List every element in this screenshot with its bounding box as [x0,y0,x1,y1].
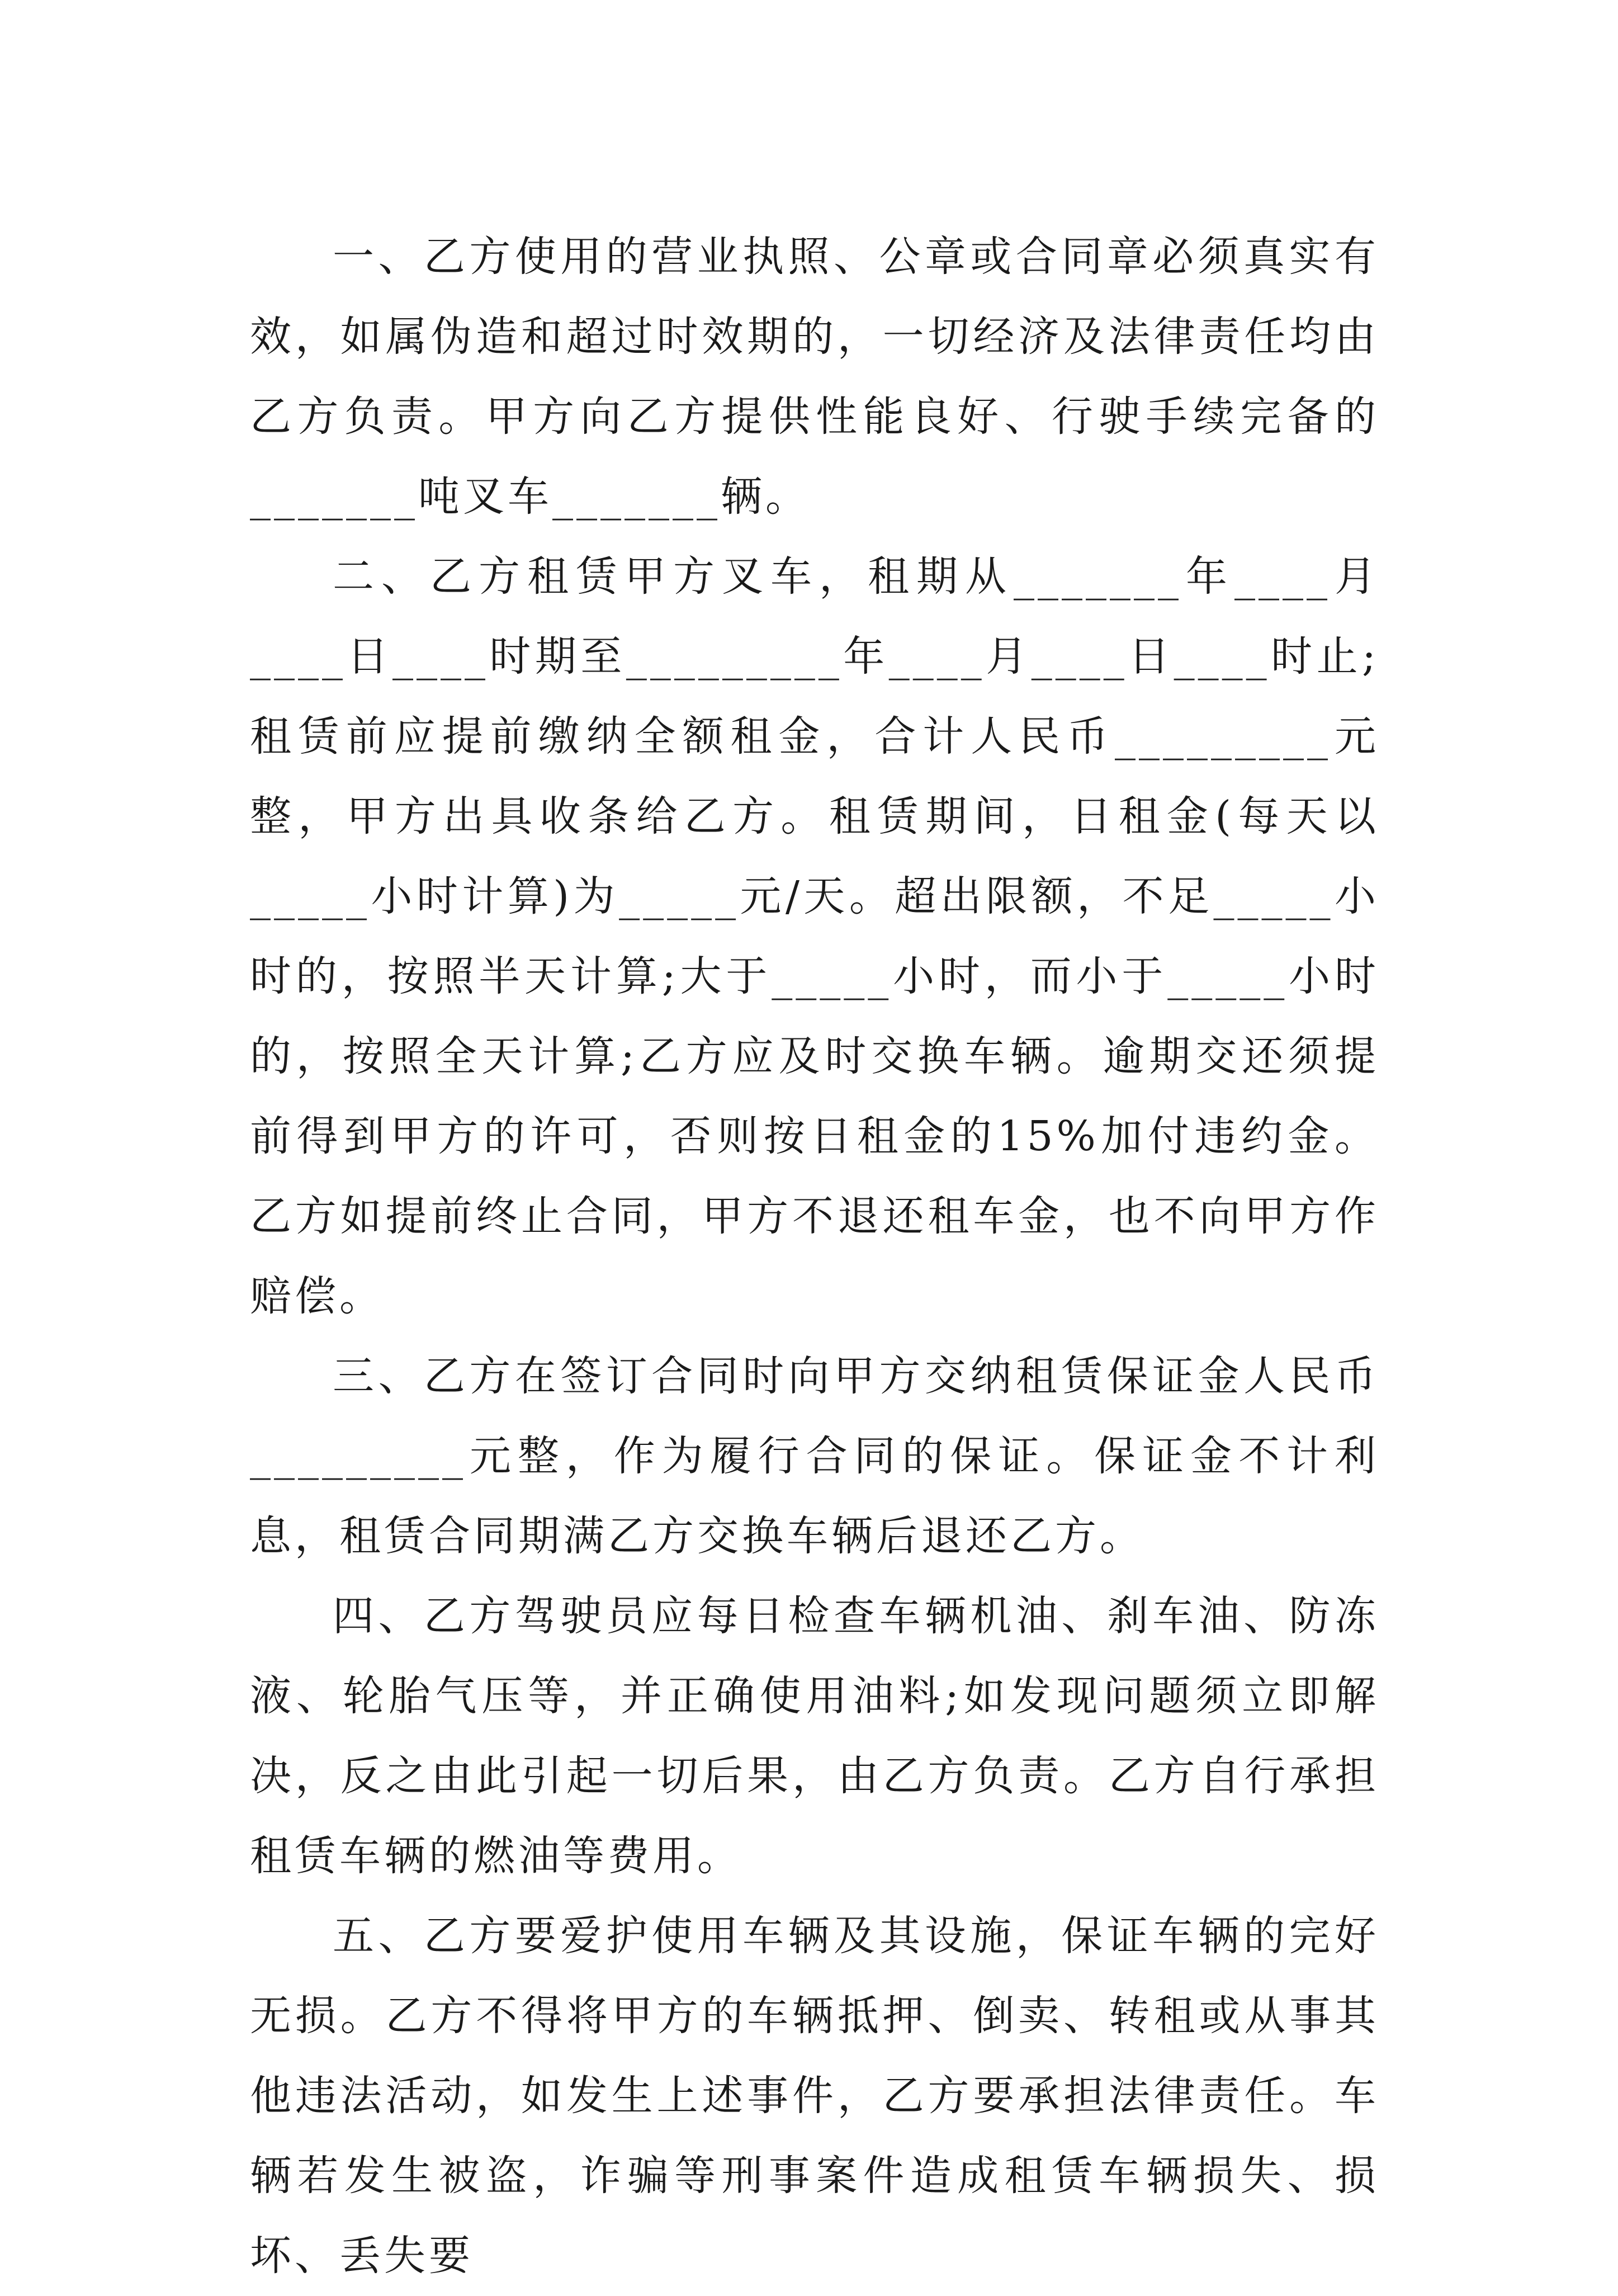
clause-3-paragraph: 三、乙方在签订合同时向甲方交纳租赁保证金人民币_________元整，作为履行合同的保证。保证金不计利息，租赁合同期满乙方交换车辆后退还乙方。 [250,1352,1379,1560]
clause-1-paragraph: 一、乙方使用的营业执照、公章或合同章必须真实有效，如属伪造和超过时效期的，一切经济及法律责任均由乙方负责。甲方向乙方提供性能良好、行驶手续完备的_______吨叉车_______辆。 [250,233,1379,521]
clause-2-paragraph: 二、乙方租赁甲方叉车，租期从_______年____月____日____时期至_________年____月____日____时止;租赁前应提前缴纳全额租金，合计人民币_________元整，甲方出具收条给乙方。租赁期间，日租金(每天以_____小时计算)为_____元/天。超出限额，不足_____小时的，按照半天计算;大于_____小时，而小于_____小时的，按照全天计算;乙方应及时交换车辆。逾期交还须提前得到甲方的许可，否则按日租金的15%加付违约金。乙方如提前终止合同，甲方不退还租车金，也不向甲方作赔偿。 [250,552,1379,1320]
clause-4-paragraph: 四、乙方驾驶员应每日检查车辆机油、刹车油、防冻液、轮胎气压等，并正确使用油料;如发现问题须立即解决，反之由此引起一切后果，由乙方负责。乙方自行承担租赁车辆的燃油等费用。 [250,1592,1379,1880]
clause-5-paragraph: 五、乙方要爱护使用车辆及其设施，保证车辆的完好无损。乙方不得将甲方的车辆抵押、倒卖、转租或从事其他违法活动，如发生上述事件，乙方要承担法律责任。车辆若发生被盗，诈骗等刑事案件造成租赁车辆损失、损坏、丢失要 [250,1912,1379,2280]
contract-body [250,217,1379,2296]
